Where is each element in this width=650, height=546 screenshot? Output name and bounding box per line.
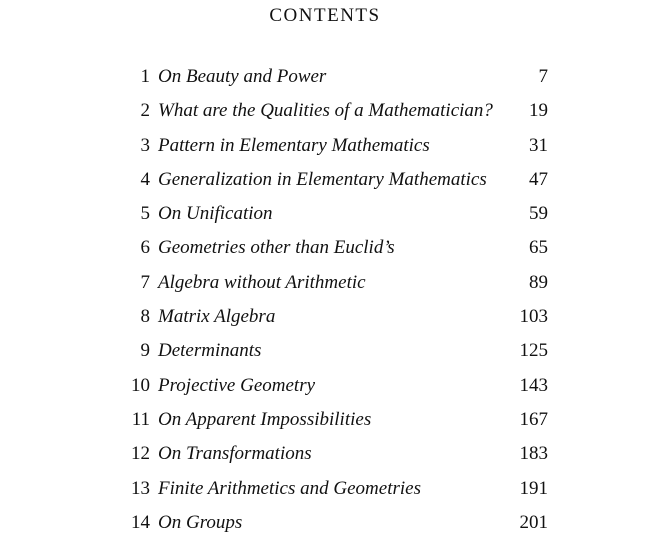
page-number: 167: [519, 408, 548, 430]
page-number: 7: [538, 66, 548, 87]
page-number: 183: [519, 443, 548, 465]
page-number: 103: [519, 306, 548, 328]
toc-entry: [128, 133, 548, 167]
page-number: 65: [529, 237, 548, 259]
chapter-title: Pattern in Elementary Mathematics: [158, 134, 430, 156]
toc-entry: [128, 98, 548, 132]
table-of-contents: [128, 64, 548, 544]
chapter-title: On Groups: [158, 511, 243, 533]
chapter-number: 13: [131, 477, 150, 499]
page-number: 89: [529, 271, 548, 293]
page-number: 125: [519, 340, 548, 362]
toc-entry: [128, 373, 548, 407]
page-number: 19: [529, 100, 548, 122]
toc-entry: [128, 510, 548, 544]
chapter-number: 9: [140, 340, 150, 362]
chapter-number: 4: [140, 168, 150, 190]
chapter-title: Algebra without Arithmetic: [158, 271, 366, 293]
chapter-number: 6: [140, 237, 150, 259]
toc-entry: [128, 270, 548, 304]
page-title: CONTENTS: [269, 5, 381, 26]
page-number: 201: [519, 511, 548, 533]
chapter-number: 11: [131, 408, 150, 430]
page-number: 59: [529, 203, 548, 225]
chapter-number: 2: [140, 100, 150, 122]
toc-entry: [128, 476, 548, 510]
chapter-title: On Apparent Impossibilities: [158, 408, 372, 430]
chapter-number: 12: [131, 443, 150, 465]
toc-entry: [128, 201, 548, 235]
chapter-title: Generalization in Elementary Mathematics: [158, 168, 487, 190]
chapter-number: 7: [140, 271, 150, 293]
page-number: 47: [529, 168, 548, 190]
chapter-title: Finite Arithmetics and Geometries: [158, 477, 421, 499]
chapter-number: 10: [131, 374, 150, 396]
toc-entry: [128, 441, 548, 475]
chapter-number: 1: [140, 66, 150, 87]
chapter-title: Matrix Algebra: [158, 306, 276, 328]
toc-entry: [128, 338, 548, 372]
chapter-title: What are the Qualities of a Mathematician?: [158, 100, 493, 122]
chapter-number: 5: [140, 203, 150, 225]
page-number: 191: [519, 477, 548, 499]
chapter-number: 3: [140, 134, 150, 156]
toc-entry: [128, 167, 548, 201]
chapter-number: 8: [140, 306, 150, 328]
toc-entry: [128, 407, 548, 441]
chapter-number: 14: [131, 511, 150, 533]
chapter-title: Geometries other than Euclid’s: [158, 237, 395, 259]
chapter-title: Projective Geometry: [158, 374, 316, 396]
chapter-title: On Unification: [158, 203, 273, 225]
page-number: 143: [519, 374, 548, 396]
chapter-title: Determinants: [158, 340, 262, 362]
page-number: 31: [529, 134, 548, 156]
toc-entry: [128, 64, 548, 98]
chapter-title: On Beauty and Power: [158, 66, 327, 87]
chapter-title: On Transformations: [158, 443, 312, 465]
toc-entry: [128, 304, 548, 338]
toc-entry: [128, 235, 548, 269]
